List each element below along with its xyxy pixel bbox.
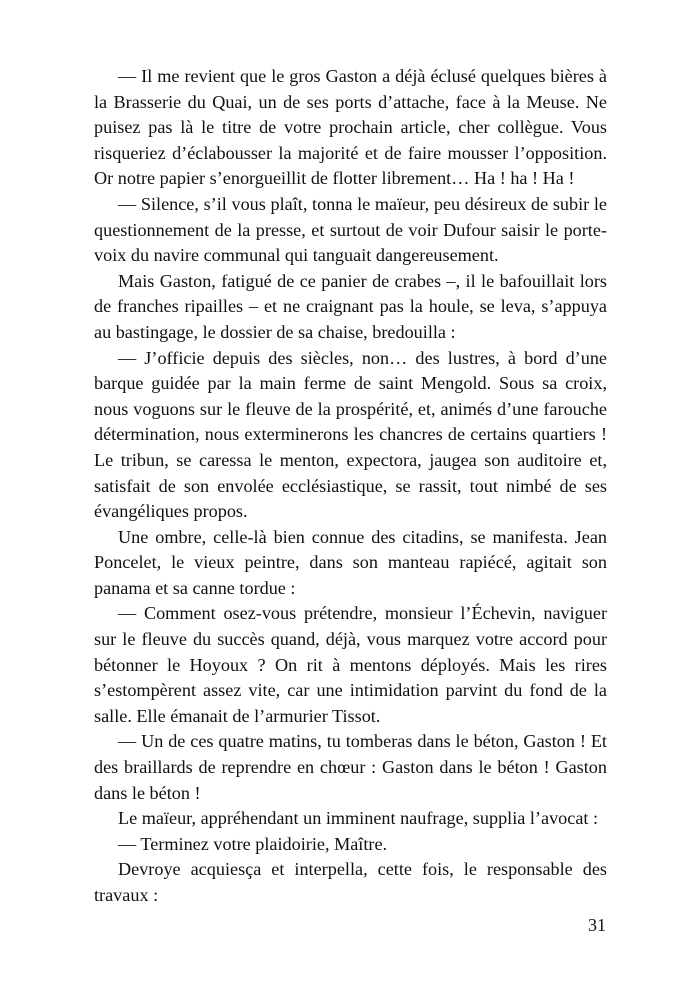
- paragraph: Mais Gaston, fatigué de ce panier de crabes –, il le bafouillait lors de franches ripailles – et ne craignant pas la houle, se leva, s’appuya au bastingage, le dossier de sa chaise, bredouilla :: [94, 270, 607, 342]
- paragraph: Le maïeur, appréhendant un imminent naufrage, supplia l’avocat :: [118, 808, 599, 829]
- paragraph: — Comment osez-vous prétendre, monsieur l’Échevin, naviguer sur le fleuve du succès quand, déjà, vous marquez votre accord pour bétonner le Hoyoux ? On rit à mentons déployés. Mais les rires s’estompèrent assez vite, car une intimidation parvint du fond de la salle. Elle émanait de l’armurier Tissot.: [94, 603, 607, 726]
- paragraph: — J’officie depuis des siècles, non… des lustres, à bord d’une barque guidée par la main ferme de saint Mengold. Sous sa croix, nous voguons sur le fleuve de la prospérité, et, animés d’une farouche détermination, nous exterminerons les chancres de certains quartiers ! Le tribun, se caressa le menton, expectora, jaugea son auditoire et, satisfait de son envolée ecclésiastique, se rassit, tout nimbé de ses évangéliques propos.: [94, 347, 607, 522]
- paragraph: — Silence, s’il vous plaît, tonna le maïeur, peu désireux de subir le questionnement de la presse, et surtout de voir Dufour saisir le porte-voix du navire communal qui tanguait dangereusement.: [94, 193, 607, 266]
- paragraph: — Il me revient que le gros Gaston a déjà éclusé quelques bières à la Brasserie du Quai, un de ses ports d’attache, face à la Meuse. Ne puisez pas là le titre de votre prochain article, cher collègue. Vous risqueriez d’éclabousser la majorité et de faire mousser l’opposition. Or notre papier s’enorgueillit de flotter librement… Ha ! ha ! Ha !: [94, 66, 607, 189]
- paragraph: — Un de ces quatre matins, tu tomberas dans le béton, Gaston ! Et des braillards de reprendre en chœur : Gaston dans le béton ! Gaston dans le béton !: [94, 731, 607, 803]
- body-text: [94, 64, 607, 909]
- paragraph: Devroye acquiesça et interpella, cette fois, le responsable des travaux :: [94, 859, 607, 905]
- paragraph: — Terminez votre plaidoirie, Maître.: [118, 833, 388, 854]
- page-number: 31: [588, 915, 606, 935]
- paragraph: Une ombre, celle-là bien connue des citadins, se manifesta. Jean Poncelet, le vieux peintre, dans son manteau rapiécé, agitait son panama et sa canne tordue :: [94, 526, 607, 598]
